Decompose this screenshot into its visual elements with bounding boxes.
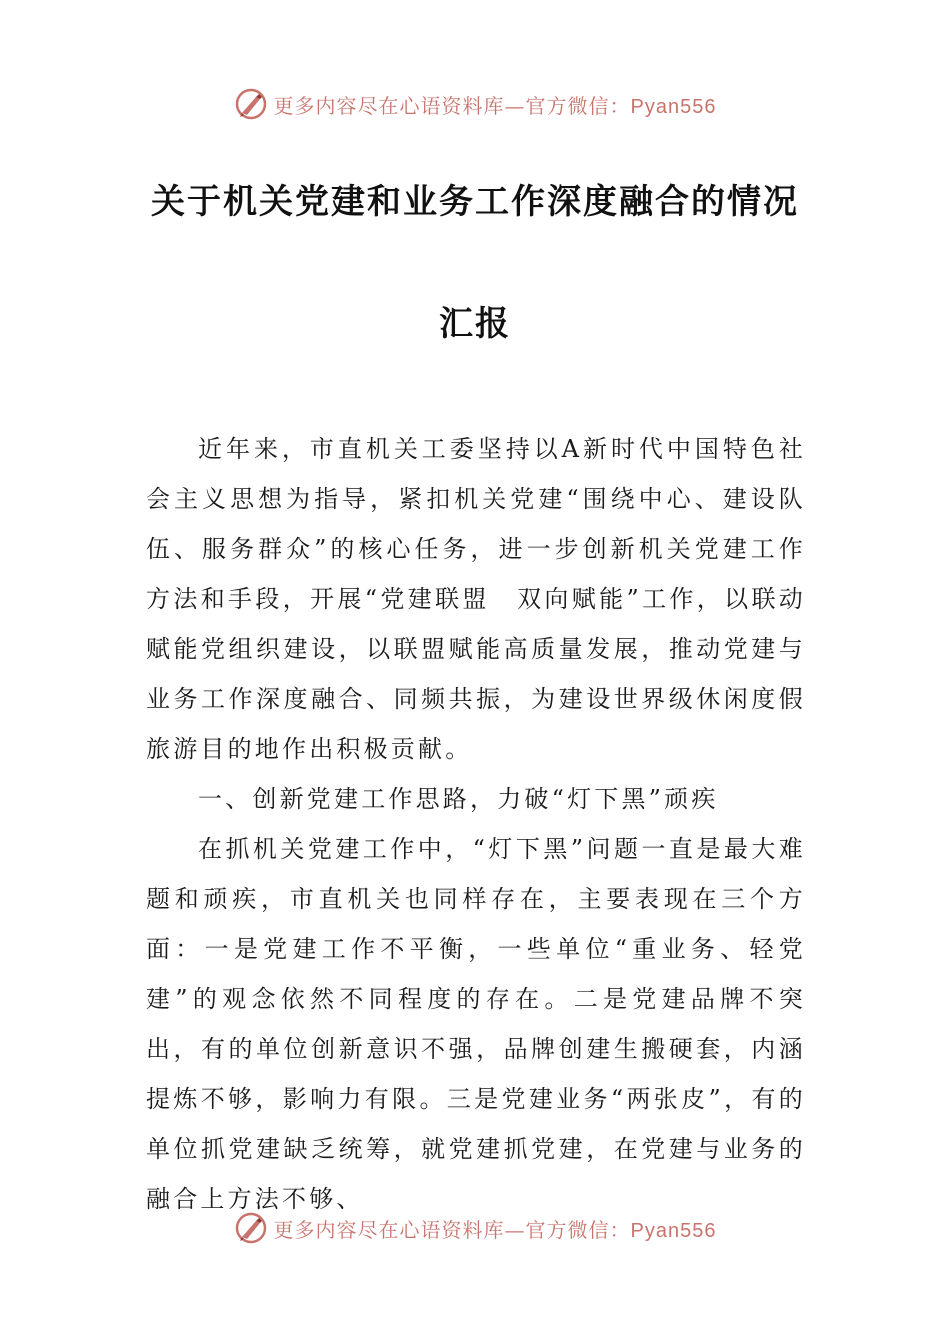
section-heading: 一、创新党建工作思路，力破“灯下黑”顽疾 <box>198 785 719 813</box>
watermark-footer <box>0 1208 950 1248</box>
watermark-text: 更多内容尽在心语资料库—官方微信：Pyan556 <box>273 93 717 118</box>
paragraph-body: 在抓机关党建工作中，“灯下黑”问题一直是最大难题和顽疾，市直机关也同样存在，主要表现在三个方面：一是党建工作不平衡，一些单位“重业务、轻党建”的观念依然不同程度的存在。二是党建品牌不突出，有的单位创新意识不强，品牌创建生搬硬套，内涵提炼不够，影响力有限。三是党建业务“两张皮”，有的单位抓党建缺乏统筹，就党建抓党建，在党建与业务的融合上方法不够、 <box>146 835 806 1213</box>
pen-logo-icon <box>234 1211 268 1245</box>
watermark-id: Pyan556 <box>630 1219 717 1242</box>
document-title-line2: 汇报 <box>439 304 511 344</box>
paragraph-intro: 近年来，市直机关工委坚持以A新时代中国特色社会主义思想为指导，紧扣机关党建“围绕中心、建设队伍、服务群众”的核心任务，进一步创新机关党建工作方法和手段，开展“党建联盟 双向赋能”工作，以联动赋能党组织建设，以联盟赋能高质量发展，推动党建与业务工作深度融合、同频共振，为建设世界级休闲度假旅游目的地作出积极贡献。 <box>146 435 806 763</box>
watermark-text: 更多内容尽在心语资料库—官方微信：Pyan556 <box>273 1217 717 1242</box>
watermark-header <box>0 84 950 124</box>
document-title-line1: 关于机关党建和业务工作深度融合的情况 <box>151 182 799 222</box>
watermark-id: Pyan556 <box>630 95 717 118</box>
pen-logo-icon <box>234 87 268 121</box>
document-body <box>146 424 806 1224</box>
